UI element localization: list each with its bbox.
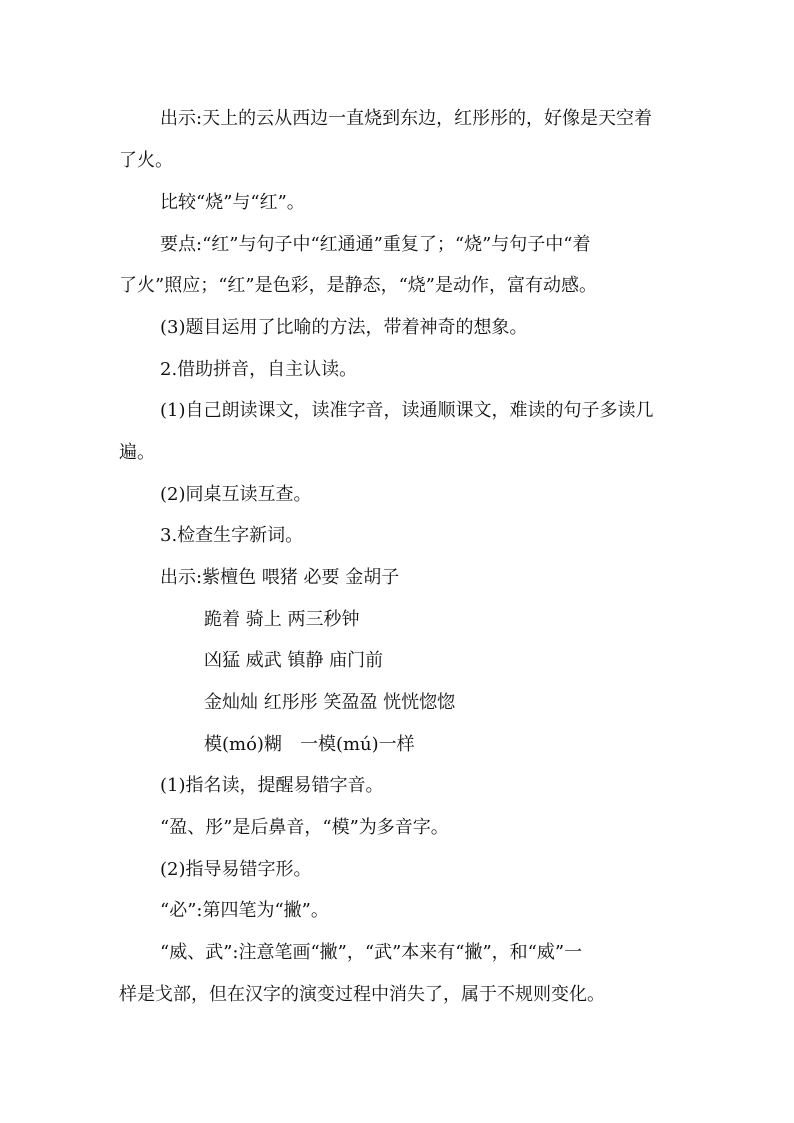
paragraph-line: (1)自己朗读课文，读准字音，读通顺课文，难读的句子多读几 [160,400,654,421]
paragraph-line: 要点:“红”与句子中“红通通”重复了；“烧”与句子中“着 [160,234,591,255]
vocabulary-line: 出示:紫檀色 喂猪 必要 金胡子 [160,567,400,588]
paragraph-line: 遍。 [119,442,155,463]
paragraph-line: 了火”照应；“红”是色彩，是静态，“烧”是动作，富有动感。 [119,275,598,296]
paragraph-line: “必”:第四笔为“撇”。 [160,900,329,921]
paragraph-line: 样是戈部，但在汉字的演变过程中消失了，属于不规则变化。 [119,984,605,1005]
paragraph-line: (1)指名读，提醒易错字音。 [160,775,384,796]
paragraph-line: 出示:天上的云从西边一直烧到东边，红彤彤的，好像是天空着 [160,108,653,129]
vocabulary-line: 模(mó)糊 一模(mú)一样 [204,734,415,755]
paragraph-line: 3.检查生字新词。 [160,525,304,546]
vocabulary-line: 金灿灿 红彤彤 笑盈盈 恍恍惚惚 [204,692,456,713]
paragraph-line: (3)题目运用了比喻的方法，带着神奇的想象。 [160,317,528,338]
paragraph-line: “盈、彤”是后鼻音，“模”为多音字。 [160,817,449,838]
paragraph-line: (2)指导易错字形。 [160,859,312,880]
paragraph-line: 了火。 [119,150,173,171]
paragraph-line: (2)同桌互读互查。 [160,484,312,505]
paragraph-line: 2.借助拼音，自主认读。 [160,359,358,380]
vocabulary-line: 凶猛 威武 镇静 庙门前 [204,650,384,671]
vocabulary-line: 跪着 骑上 两三秒钟 [204,609,360,630]
paragraph-line: “威、武”:注意笔画“撇”，“武”本来有“撇”，和“威”一 [160,942,583,963]
paragraph-line: 比较“烧”与“红”。 [160,192,305,213]
